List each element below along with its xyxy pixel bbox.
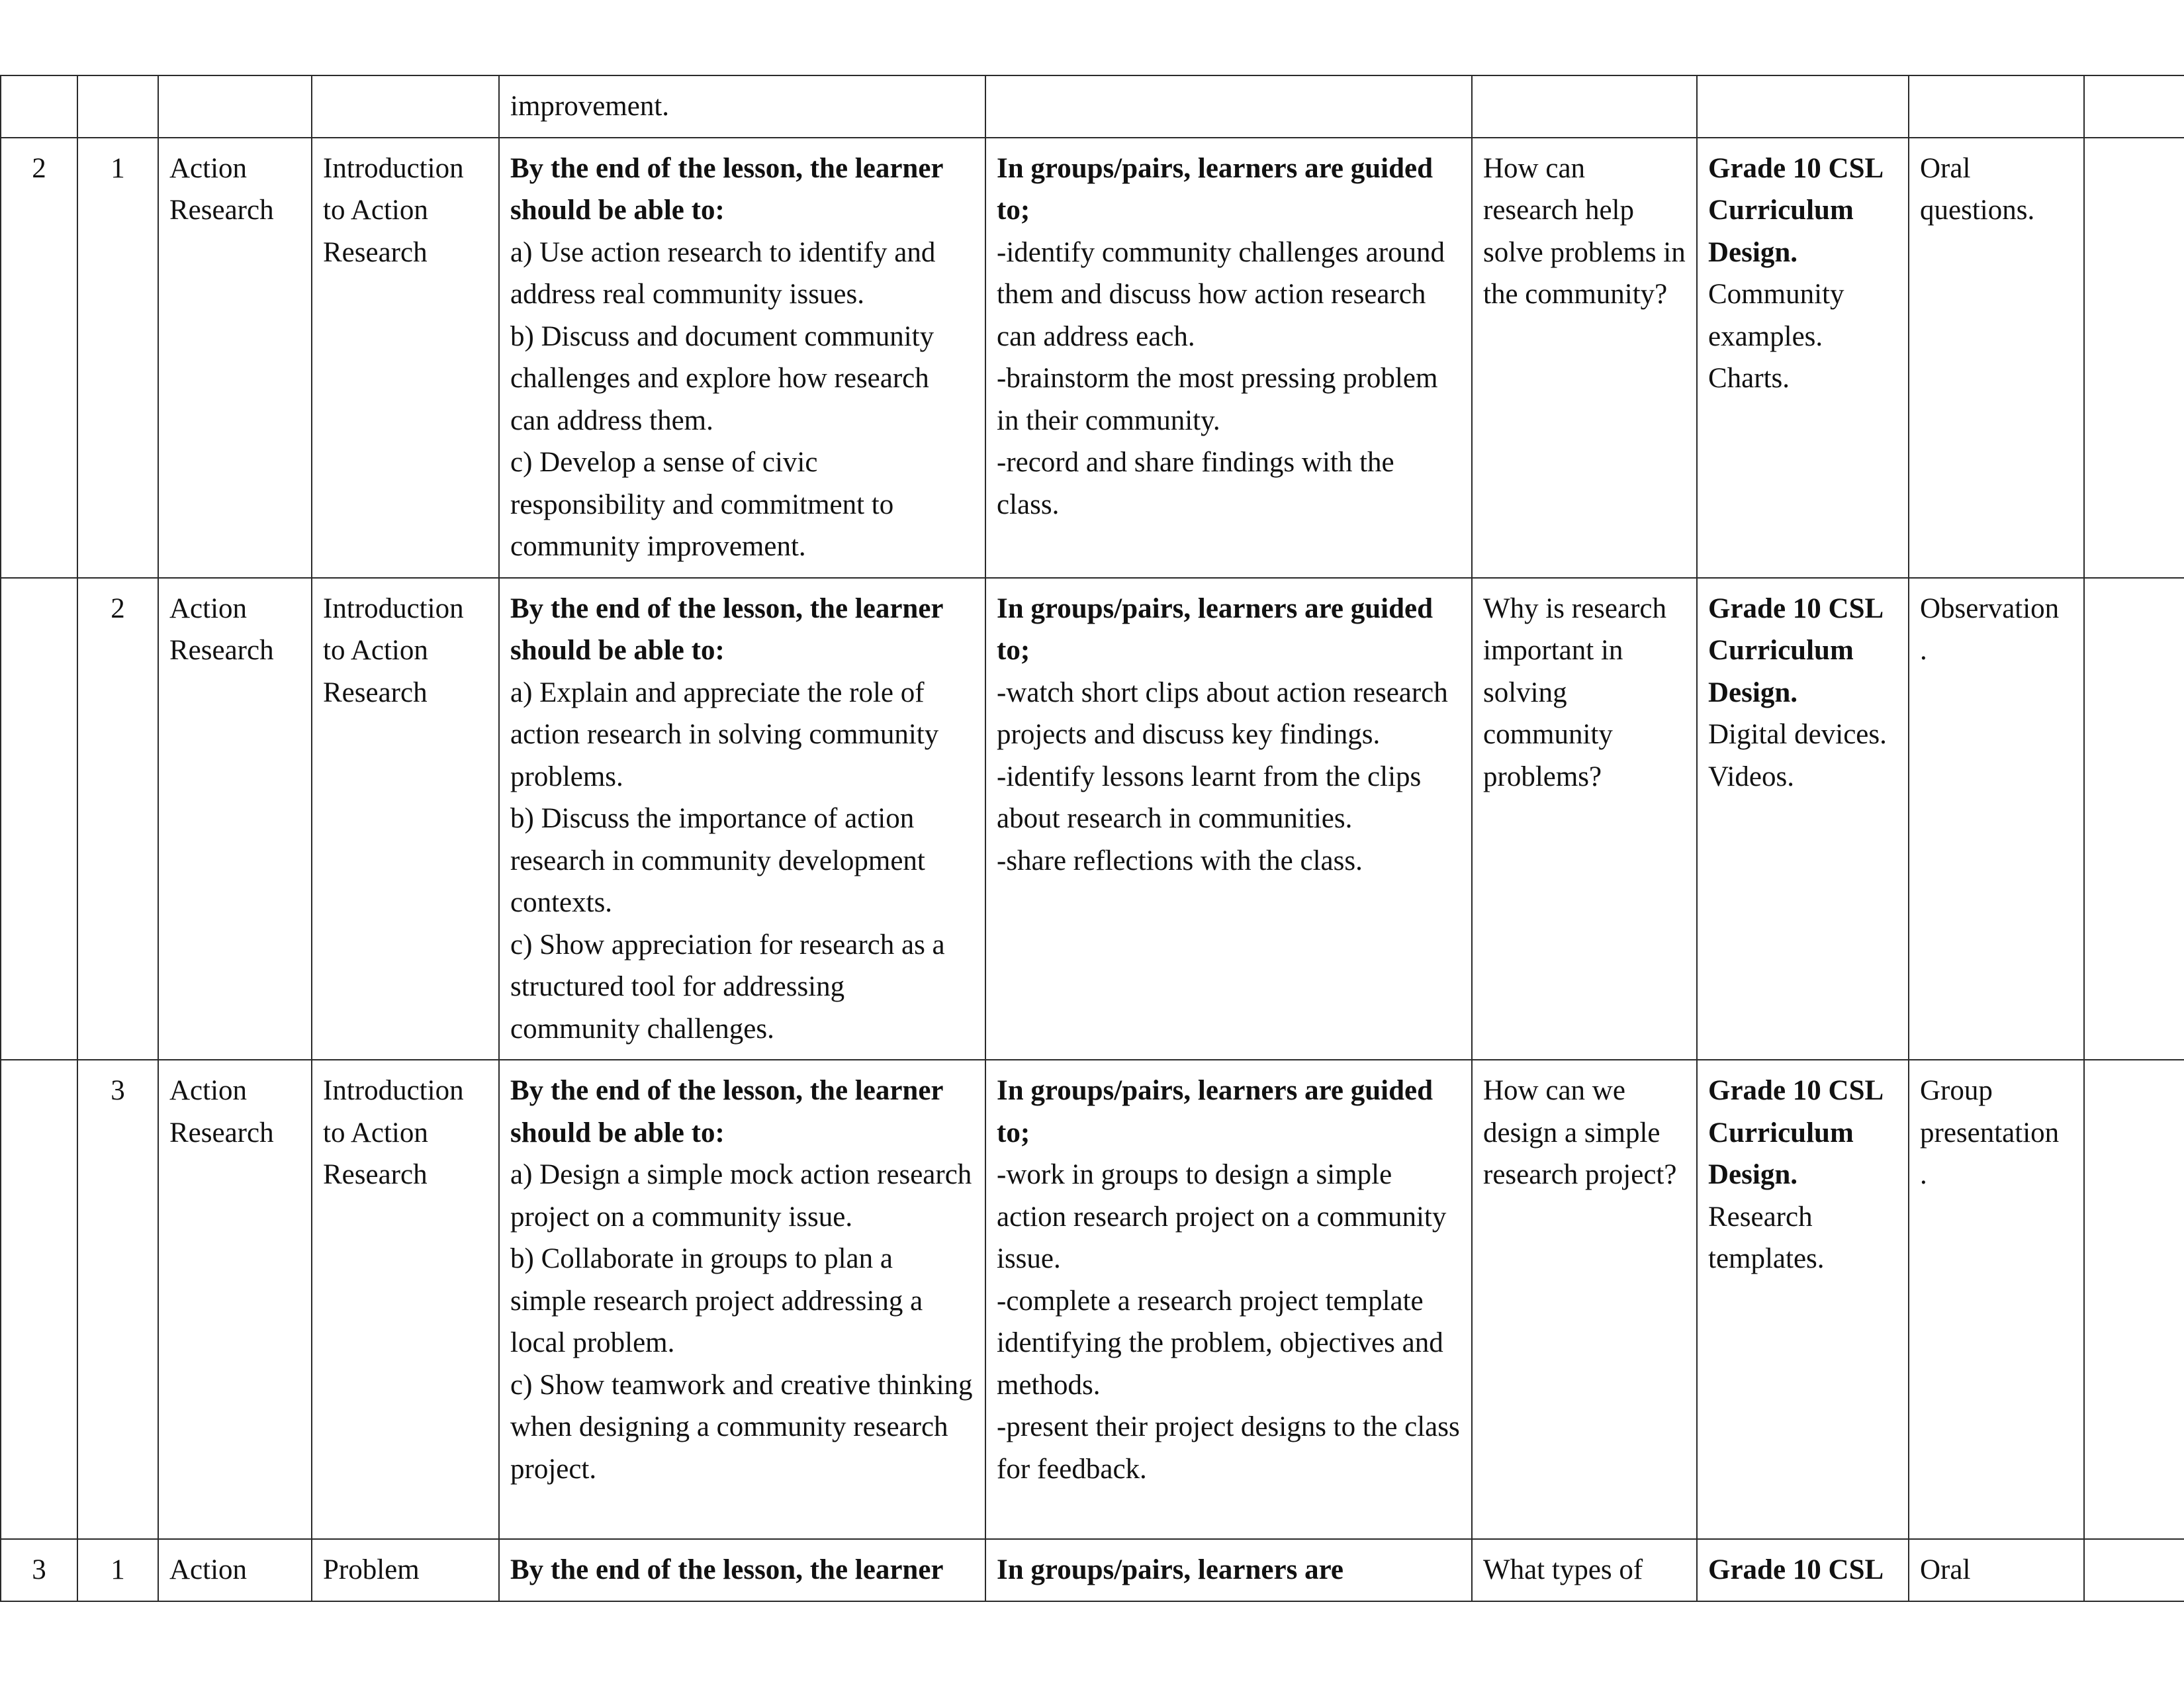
table-row: [1, 1060, 2184, 1539]
table-row: [1, 1539, 2184, 1601]
inquiry-question-cell: How can we design a simple research project?: [1472, 1060, 1697, 1539]
strand-cell: Action Research: [158, 1060, 312, 1539]
learning-outcomes-cell-item: a) Use action research to identify and address real community issues.: [510, 236, 936, 310]
learning-resources-cell-item: Charts.: [1708, 363, 1790, 394]
learning-experiences-cell: [985, 578, 1472, 1060]
assessment-cell: Observation .: [1909, 578, 2084, 1060]
learning-experiences-cell-item: -work in groups to design a simple action research project on a community issue.: [997, 1159, 1447, 1274]
table-row: [1, 75, 2184, 138]
learning-experiences-cell-item: -share reflections with the class.: [997, 845, 1363, 876]
learning-outcomes-cell: [499, 1060, 985, 1539]
learning-experiences-cell: [985, 138, 1472, 578]
sub-strand-cell: Introduction to Action Research: [312, 138, 499, 578]
learning-experiences-cell: [985, 75, 1472, 138]
inquiry-question-cell: What types of: [1472, 1539, 1697, 1601]
learning-resources-cell: [1697, 1539, 1909, 1601]
sub-strand-cell: [312, 75, 499, 138]
inquiry-question-cell: How can research help solve problems in the community?: [1472, 138, 1697, 578]
learning-resources-cell: [1697, 1060, 1909, 1539]
learning-experiences-cell-item: -complete a research project template identifying the problem, objectives and methods.: [997, 1285, 1443, 1401]
learning-resources-cell-item: Research templates.: [1708, 1201, 1825, 1274]
learning-experiences-cell-item: -brainstorm the most pressing problem in their community.: [997, 363, 1438, 436]
learning-outcomes-cell-heading: By the end of the lesson, the learner should be able to:: [510, 152, 943, 226]
week-cell: [1, 1060, 77, 1539]
learning-experiences-cell-heading: In groups/pairs, learners are guided to;: [997, 592, 1433, 666]
learning-experiences-cell-heading: In groups/pairs, learners are: [997, 1554, 1343, 1585]
remarks-cell: [2084, 578, 2184, 1060]
learning-resources-cell-item: Community examples.: [1708, 279, 1844, 352]
remarks-cell: [2084, 1539, 2184, 1601]
lesson-cell: 3: [77, 1060, 158, 1539]
assessment-cell: Oral: [1909, 1539, 2084, 1601]
learning-experiences-cell-item: -watch short clips about action research projects and discuss key findings.: [997, 677, 1448, 750]
week-cell: 3: [1, 1539, 77, 1601]
learning-resources-cell-item: Digital devices.: [1708, 719, 1887, 750]
strand-cell: [158, 75, 312, 138]
learning-experiences-cell: [985, 1539, 1472, 1601]
sub-strand-cell: Problem: [312, 1539, 499, 1601]
learning-resources-cell-heading: Grade 10 CSL Curriculum Design.: [1708, 1075, 1882, 1190]
learning-outcomes-cell-heading: By the end of the lesson, the learner should be able to:: [510, 1075, 943, 1149]
sub-strand-cell: Introduction to Action Research: [312, 1060, 499, 1539]
strand-cell: Action Research: [158, 578, 312, 1060]
learning-outcomes-cell: [499, 75, 985, 138]
learning-experiences-cell-item: -identify lessons learnt from the clips about research in communities.: [997, 761, 1422, 834]
learning-outcomes-cell-heading: By the end of the lesson, the learner: [510, 1554, 944, 1585]
learning-outcomes-cell-item: a) Explain and appreciate the role of action research in solving community problems.: [510, 677, 939, 792]
assessment-cell: Group presentation .: [1909, 1060, 2084, 1539]
learning-outcomes-cell-item: c) Show teamwork and creative thinking when designing a community research project.: [510, 1369, 973, 1485]
lesson-cell: [77, 75, 158, 138]
sub-strand-cell: Introduction to Action Research: [312, 578, 499, 1060]
week-cell: [1, 578, 77, 1060]
table-row: [1, 578, 2184, 1060]
remarks-cell: [2084, 138, 2184, 578]
lesson-cell: 1: [77, 1539, 158, 1601]
learning-experiences-cell-item: -identify community challenges around them and discuss how action research can address each.: [997, 236, 1445, 352]
learning-outcomes-cell-item: b) Discuss the importance of action research in community development contexts.: [510, 803, 925, 918]
lesson-cell: 1: [77, 138, 158, 578]
inquiry-question-cell: Why is research important in solving community problems?: [1472, 578, 1697, 1060]
remarks-cell: [2084, 75, 2184, 138]
scheme-of-work-page: [0, 75, 2184, 1602]
learning-experiences-cell-item: -record and share findings with the class.: [997, 447, 1394, 520]
learning-experiences-cell-heading: In groups/pairs, learners are guided to;: [997, 152, 1433, 226]
learning-resources-cell-item: Videos.: [1708, 761, 1794, 792]
learning-outcomes-cell-heading: By the end of the lesson, the learner should be able to:: [510, 592, 943, 666]
learning-experiences-cell-heading: In groups/pairs, learners are guided to;: [997, 1075, 1433, 1149]
learning-outcomes-cell-item: improvement.: [510, 91, 670, 122]
learning-outcomes-cell-item: b) Discuss and document community challenges and explore how research can address them.: [510, 320, 934, 436]
learning-resources-cell-heading: Grade 10 CSL Curriculum Design.: [1708, 152, 1882, 268]
learning-outcomes-cell-item: c) Develop a sense of civic responsibility and commitment to community improvement.: [510, 447, 894, 562]
learning-resources-cell: [1697, 75, 1909, 138]
table-row: [1, 138, 2184, 578]
learning-outcomes-cell: [499, 1539, 985, 1601]
strand-cell: Action: [158, 1539, 312, 1601]
learning-resources-cell-heading: Grade 10 CSL: [1708, 1554, 1884, 1585]
week-cell: 2: [1, 138, 77, 578]
learning-outcomes-cell-item: c) Show appreciation for research as a structured tool for addressing community challenges.: [510, 929, 945, 1045]
learning-outcomes-cell: [499, 138, 985, 578]
assessment-cell: Oral questions.: [1909, 138, 2084, 578]
learning-resources-cell-heading: Grade 10 CSL Curriculum Design.: [1708, 592, 1882, 708]
strand-cell: Action Research: [158, 138, 312, 578]
learning-resources-cell: [1697, 138, 1909, 578]
scheme-of-work-table: [0, 75, 2184, 1602]
learning-outcomes-cell-item: b) Collaborate in groups to plan a simple research project addressing a local problem.: [510, 1243, 923, 1358]
remarks-cell: [2084, 1060, 2184, 1539]
learning-experiences-cell: [985, 1060, 1472, 1539]
learning-experiences-cell-item: -present their project designs to the class for feedback.: [997, 1411, 1460, 1485]
week-cell: [1, 75, 77, 138]
learning-outcomes-cell-item: a) Design a simple mock action research project on a community issue.: [510, 1159, 972, 1233]
assessment-cell: [1909, 75, 2084, 138]
lesson-cell: 2: [77, 578, 158, 1060]
inquiry-question-cell: [1472, 75, 1697, 138]
learning-outcomes-cell: [499, 578, 985, 1060]
learning-resources-cell: [1697, 578, 1909, 1060]
